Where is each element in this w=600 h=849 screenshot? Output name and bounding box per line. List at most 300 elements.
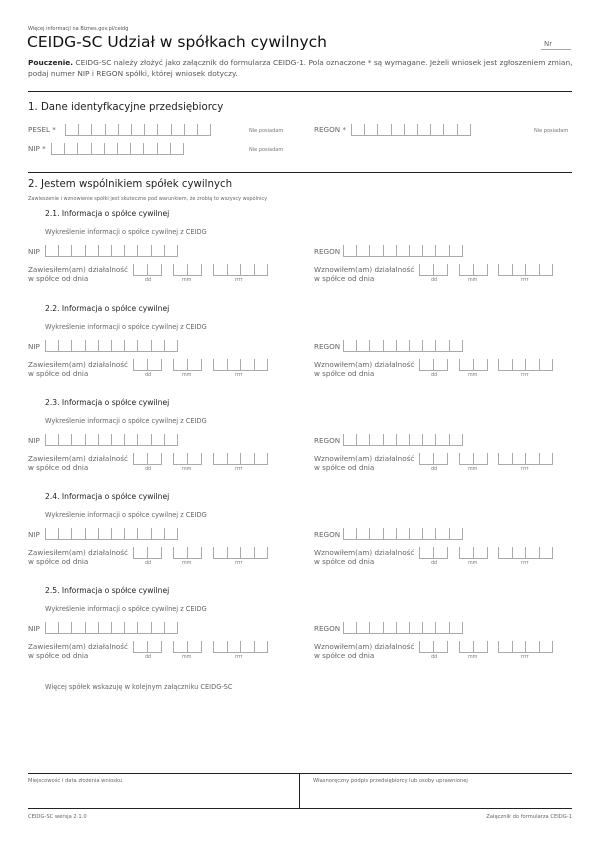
company-nip-label: NIP: [28, 247, 40, 256]
digit-box[interactable]: [419, 641, 433, 652]
digit-box[interactable]: [433, 547, 447, 558]
digit-box[interactable]: [473, 264, 487, 275]
suspend-month-input[interactable]: [173, 547, 202, 559]
digit-box[interactable]: [383, 434, 396, 445]
regon-nie-posiadam[interactable]: Nie posiadam: [534, 128, 569, 134]
digit-box[interactable]: [45, 245, 58, 256]
digit-box[interactable]: [498, 547, 512, 558]
digit-box[interactable]: [419, 547, 433, 558]
resume-month-input[interactable]: [459, 641, 488, 653]
digit-box[interactable]: [435, 245, 448, 256]
digit-box[interactable]: [449, 245, 462, 256]
digit-box[interactable]: [435, 434, 448, 445]
divider: [28, 172, 572, 173]
digit-box[interactable]: [173, 264, 187, 275]
suspend-day-input[interactable]: [133, 264, 162, 276]
digit-box[interactable]: [254, 359, 268, 370]
resume-label: [314, 454, 414, 472]
mm-hint: mm: [182, 655, 192, 660]
digit-box[interactable]: [356, 528, 369, 539]
digit-box[interactable]: [227, 359, 241, 370]
digit-box[interactable]: [525, 359, 539, 370]
digit-box[interactable]: [173, 453, 187, 464]
digit-box[interactable]: [539, 359, 553, 370]
digit-box[interactable]: [45, 622, 58, 633]
digit-box[interactable]: [369, 528, 382, 539]
suspend-day-input[interactable]: [133, 547, 162, 559]
suspend-year-input[interactable]: [213, 264, 268, 276]
digit-box[interactable]: [151, 245, 164, 256]
digit-box[interactable]: [422, 622, 435, 633]
digit-box[interactable]: [111, 622, 124, 633]
digit-box[interactable]: [512, 453, 526, 464]
section1-title: 1. Dane identyfkacyjne przedsiębiorcy: [28, 102, 224, 113]
digit-box[interactable]: [173, 547, 187, 558]
digit-box[interactable]: [512, 264, 526, 275]
digit-box[interactable]: [173, 359, 187, 370]
digit-box[interactable]: [383, 245, 396, 256]
digit-box[interactable]: [377, 124, 390, 135]
digit-box[interactable]: [254, 453, 268, 464]
attachment-label: Załącznik do formularza CEIDG-1: [486, 814, 572, 820]
digit-box[interactable]: [71, 622, 84, 633]
suspend-day-input[interactable]: [133, 359, 162, 371]
digit-box[interactable]: [133, 547, 147, 558]
pesel-input[interactable]: [65, 124, 211, 136]
digit-box[interactable]: [45, 434, 58, 445]
digit-box[interactable]: [343, 528, 356, 539]
digit-box[interactable]: [111, 528, 124, 539]
digit-box[interactable]: [85, 245, 98, 256]
resume-year-input[interactable]: [498, 264, 553, 276]
digit-box[interactable]: [85, 434, 98, 445]
digit-box[interactable]: [254, 264, 268, 275]
digit-box[interactable]: [133, 641, 147, 652]
digit-box[interactable]: [525, 547, 539, 558]
delete-company-option[interactable]: Wykreślenie informacji o spółce cywilnej z CEIDG: [45, 605, 207, 613]
digit-box[interactable]: [171, 124, 184, 135]
rrrr-hint: rrrr: [235, 373, 243, 378]
digit-box[interactable]: [404, 124, 417, 135]
rrrr-hint: rrrr: [521, 467, 529, 472]
digit-box[interactable]: [356, 622, 369, 633]
digit-box[interactable]: [98, 434, 111, 445]
resume-month-input[interactable]: [459, 264, 488, 276]
digit-box[interactable]: [111, 434, 124, 445]
suspend-line2: w spółce od dnia: [28, 274, 89, 283]
company-regon-input[interactable]: [343, 245, 463, 257]
digit-box[interactable]: [422, 434, 435, 445]
company-regon-label: REGON: [314, 530, 341, 539]
digit-box[interactable]: [240, 359, 254, 370]
digit-box[interactable]: [396, 434, 409, 445]
digit-box[interactable]: [356, 245, 369, 256]
digit-box[interactable]: [512, 641, 526, 652]
digit-box[interactable]: [64, 143, 77, 154]
digit-box[interactable]: [409, 622, 422, 633]
digit-box[interactable]: [187, 359, 201, 370]
digit-box[interactable]: [124, 622, 137, 633]
digit-box[interactable]: [137, 340, 150, 351]
digit-box[interactable]: [213, 641, 227, 652]
digit-box[interactable]: [164, 528, 177, 539]
suspend-year-input[interactable]: [213, 641, 268, 653]
rrrr-hint: rrrr: [521, 278, 529, 283]
suspend-year-input[interactable]: [213, 547, 268, 559]
digit-box[interactable]: [130, 143, 143, 154]
company-nip-input[interactable]: [45, 340, 178, 352]
digit-box[interactable]: [151, 340, 164, 351]
digit-box[interactable]: [433, 453, 447, 464]
digit-box[interactable]: [227, 453, 241, 464]
version-label: CEIDG-SC wersja 2.1.0: [28, 814, 87, 820]
digit-box[interactable]: [419, 359, 433, 370]
digit-box[interactable]: [343, 245, 356, 256]
delete-company-option[interactable]: Wykreślenie informacji o spółce cywilnej z CEIDG: [45, 228, 207, 236]
digit-box[interactable]: [85, 528, 98, 539]
digit-box[interactable]: [227, 641, 241, 652]
digit-box[interactable]: [498, 359, 512, 370]
digit-box[interactable]: [498, 453, 512, 464]
digit-box[interactable]: [187, 641, 201, 652]
digit-box[interactable]: [137, 434, 150, 445]
digit-box[interactable]: [449, 434, 462, 445]
digit-box[interactable]: [409, 528, 422, 539]
digit-box[interactable]: [396, 528, 409, 539]
suspend-label: [28, 548, 128, 566]
suspend-year-input[interactable]: [213, 453, 268, 465]
digit-box[interactable]: [133, 453, 147, 464]
digit-box[interactable]: [71, 528, 84, 539]
digit-box[interactable]: [98, 245, 111, 256]
delete-company-option[interactable]: Wykreślenie informacji o spółce cywilnej z CEIDG: [45, 511, 207, 519]
digit-box[interactable]: [417, 124, 430, 135]
divider: [28, 773, 572, 774]
digit-box[interactable]: [343, 622, 356, 633]
digit-box[interactable]: [473, 359, 487, 370]
digit-box[interactable]: [396, 245, 409, 256]
company-nip-input[interactable]: [45, 434, 178, 446]
digit-box[interactable]: [117, 143, 130, 154]
digit-box[interactable]: [147, 264, 161, 275]
dd-hint: dd: [431, 373, 438, 378]
rrrr-hint: rrrr: [521, 373, 529, 378]
signature-field[interactable]: [303, 785, 571, 807]
digit-box[interactable]: [419, 453, 433, 464]
info-link[interactable]: Więcej informacji na Biznes.gov.pl/ceidg: [28, 26, 129, 32]
dd-hint: dd: [431, 655, 438, 660]
company-nip-input[interactable]: [45, 528, 178, 540]
digit-box[interactable]: [187, 264, 201, 275]
digit-box[interactable]: [91, 124, 104, 135]
digit-box[interactable]: [164, 434, 177, 445]
dd-hint: dd: [145, 655, 152, 660]
digit-box[interactable]: [187, 453, 201, 464]
digit-box[interactable]: [409, 434, 422, 445]
resume-year-input[interactable]: [498, 453, 553, 465]
digit-box[interactable]: [430, 124, 443, 135]
suspend-label: [28, 642, 128, 660]
company-regon-input[interactable]: [343, 434, 463, 446]
nr-field[interactable]: [541, 40, 571, 50]
digit-box[interactable]: [124, 434, 137, 445]
digit-box[interactable]: [151, 434, 164, 445]
digit-box[interactable]: [512, 547, 526, 558]
digit-box[interactable]: [473, 453, 487, 464]
digit-box[interactable]: [459, 547, 473, 558]
more-companies-label[interactable]: Więcej spółek wskazuję w kolejnym załączniku CEIDG-SC: [45, 683, 233, 691]
resume-day-input[interactable]: [419, 359, 448, 371]
digit-box[interactable]: [369, 340, 382, 351]
digit-box[interactable]: [433, 641, 447, 652]
digit-box[interactable]: [409, 245, 422, 256]
company-nip-input[interactable]: [45, 245, 178, 257]
digit-box[interactable]: [144, 124, 157, 135]
company-nip-input[interactable]: [45, 622, 178, 634]
digit-box[interactable]: [240, 453, 254, 464]
digit-box[interactable]: [51, 143, 64, 154]
digit-box[interactable]: [473, 547, 487, 558]
digit-box[interactable]: [459, 453, 473, 464]
notice-text: CEIDG-SC należy złożyć jako załącznik do formularza CEIDG-1. Pola oznaczone * są wymagane. Jeżeli wniosek jest zgłoszeniem zmian, podaj numer NIP i REGON spółki, której wniosek dotyczy.: [28, 58, 573, 78]
digit-box[interactable]: [369, 245, 382, 256]
digit-box[interactable]: [157, 143, 170, 154]
digit-box[interactable]: [525, 641, 539, 652]
resume-line2: w spółce od dnia: [314, 369, 375, 378]
rrrr-hint: rrrr: [521, 655, 529, 660]
digit-box[interactable]: [356, 434, 369, 445]
digit-box[interactable]: [78, 124, 91, 135]
digit-box[interactable]: [71, 245, 84, 256]
resume-month-input[interactable]: [459, 547, 488, 559]
digit-box[interactable]: [449, 340, 462, 351]
digit-box[interactable]: [396, 340, 409, 351]
digit-box[interactable]: [449, 528, 462, 539]
digit-box[interactable]: [525, 264, 539, 275]
digit-box[interactable]: [473, 641, 487, 652]
digit-box[interactable]: [170, 143, 183, 154]
digit-box[interactable]: [227, 264, 241, 275]
dd-hint: dd: [145, 373, 152, 378]
digit-box[interactable]: [459, 359, 473, 370]
digit-box[interactable]: [77, 143, 90, 154]
digit-box[interactable]: [435, 622, 448, 633]
digit-box[interactable]: [71, 340, 84, 351]
resume-day-input[interactable]: [419, 453, 448, 465]
delete-company-option[interactable]: Wykreślenie informacji o spółce cywilnej z CEIDG: [45, 417, 207, 425]
digit-box[interactable]: [419, 264, 433, 275]
resume-day-input[interactable]: [419, 641, 448, 653]
place-date-field[interactable]: [28, 785, 296, 807]
digit-box[interactable]: [197, 124, 210, 135]
digit-box[interactable]: [240, 641, 254, 652]
digit-box[interactable]: [213, 547, 227, 558]
digit-box[interactable]: [151, 528, 164, 539]
company-regon-input[interactable]: [343, 622, 463, 634]
digit-box[interactable]: [435, 528, 448, 539]
suspend-month-input[interactable]: [173, 453, 202, 465]
digit-box[interactable]: [91, 143, 104, 154]
digit-box[interactable]: [104, 143, 117, 154]
digit-box[interactable]: [433, 264, 447, 275]
digit-box[interactable]: [133, 359, 147, 370]
resume-day-input[interactable]: [419, 547, 448, 559]
digit-box[interactable]: [147, 453, 161, 464]
digit-box[interactable]: [512, 359, 526, 370]
digit-box[interactable]: [343, 434, 356, 445]
digit-box[interactable]: [539, 641, 553, 652]
digit-box[interactable]: [111, 245, 124, 256]
digit-box[interactable]: [164, 340, 177, 351]
digit-box[interactable]: [433, 359, 447, 370]
digit-box[interactable]: [435, 340, 448, 351]
digit-box[interactable]: [254, 547, 268, 558]
digit-box[interactable]: [85, 340, 98, 351]
digit-box[interactable]: [45, 528, 58, 539]
digit-box[interactable]: [457, 124, 470, 135]
resume-line2: w spółce od dnia: [314, 651, 375, 660]
digit-box[interactable]: [58, 528, 71, 539]
suspend-month-input[interactable]: [173, 641, 202, 653]
digit-box[interactable]: [147, 359, 161, 370]
digit-box[interactable]: [184, 124, 197, 135]
digit-box[interactable]: [383, 528, 396, 539]
suspend-day-input[interactable]: [133, 641, 162, 653]
digit-box[interactable]: [396, 622, 409, 633]
digit-box[interactable]: [85, 622, 98, 633]
digit-box[interactable]: [58, 622, 71, 633]
digit-box[interactable]: [539, 264, 553, 275]
notice: [28, 57, 588, 79]
digit-box[interactable]: [124, 528, 137, 539]
digit-box[interactable]: [173, 641, 187, 652]
digit-box[interactable]: [71, 434, 84, 445]
suspend-year-input[interactable]: [213, 359, 268, 371]
digit-box[interactable]: [383, 340, 396, 351]
digit-box[interactable]: [213, 453, 227, 464]
digit-box[interactable]: [157, 124, 170, 135]
mm-hint: mm: [468, 655, 478, 660]
digit-box[interactable]: [369, 434, 382, 445]
digit-box[interactable]: [240, 547, 254, 558]
digit-box[interactable]: [105, 124, 118, 135]
digit-box[interactable]: [409, 340, 422, 351]
digit-box[interactable]: [351, 124, 364, 135]
suspend-month-input[interactable]: [173, 264, 202, 276]
digit-box[interactable]: [143, 143, 156, 154]
nip-label: NIP *: [28, 144, 46, 153]
resume-label: [314, 642, 414, 660]
suspend-line2: w spółce od dnia: [28, 651, 89, 660]
digit-box[interactable]: [45, 340, 58, 351]
digit-box[interactable]: [443, 124, 456, 135]
digit-box[interactable]: [147, 641, 161, 652]
digit-box[interactable]: [187, 547, 201, 558]
notice-bold: Pouczenie.: [28, 58, 74, 67]
digit-box[interactable]: [539, 453, 553, 464]
company-title: 2.1. Informacja o spółce cywilnej: [45, 209, 170, 218]
resume-month-input[interactable]: [459, 453, 488, 465]
digit-box[interactable]: [111, 340, 124, 351]
digit-box[interactable]: [254, 641, 268, 652]
digit-box[interactable]: [459, 264, 473, 275]
suspend-line2: w spółce od dnia: [28, 463, 89, 472]
digit-box[interactable]: [240, 264, 254, 275]
digit-box[interactable]: [422, 528, 435, 539]
divider: [28, 808, 572, 809]
digit-box[interactable]: [422, 340, 435, 351]
company-regon-input[interactable]: [343, 528, 463, 540]
dd-hint: dd: [145, 467, 152, 472]
digit-box[interactable]: [369, 622, 382, 633]
digit-box[interactable]: [364, 124, 377, 135]
digit-box[interactable]: [147, 547, 161, 558]
digit-box[interactable]: [124, 340, 137, 351]
digit-box[interactable]: [58, 245, 71, 256]
pesel-nie-posiadam[interactable]: Nie posiadam: [249, 128, 284, 134]
digit-box[interactable]: [498, 641, 512, 652]
resume-year-input[interactable]: [498, 641, 553, 653]
digit-box[interactable]: [118, 124, 131, 135]
digit-box[interactable]: [227, 547, 241, 558]
digit-box[interactable]: [213, 359, 227, 370]
suspend-month-input[interactable]: [173, 359, 202, 371]
regon-input[interactable]: [351, 124, 471, 136]
nip-nie-posiadam[interactable]: Nie posiadam: [249, 147, 284, 153]
digit-box[interactable]: [449, 622, 462, 633]
resume-year-input[interactable]: [498, 547, 553, 559]
digit-box[interactable]: [137, 622, 150, 633]
digit-box[interactable]: [164, 245, 177, 256]
digit-box[interactable]: [133, 264, 147, 275]
nip-input[interactable]: [51, 143, 184, 155]
digit-box[interactable]: [213, 264, 227, 275]
digit-box[interactable]: [131, 124, 144, 135]
digit-box[interactable]: [137, 245, 150, 256]
digit-box[interactable]: [498, 264, 512, 275]
digit-box[interactable]: [151, 622, 164, 633]
delete-company-option[interactable]: Wykreślenie informacji o spółce cywilnej z CEIDG: [45, 323, 207, 331]
digit-box[interactable]: [391, 124, 404, 135]
place-date-label: Miejscowość i data złożenia wniosku: [28, 778, 123, 784]
regon-label: REGON *: [314, 125, 347, 134]
digit-box[interactable]: [98, 340, 111, 351]
resume-month-input[interactable]: [459, 359, 488, 371]
digit-box[interactable]: [65, 124, 78, 135]
digit-box[interactable]: [422, 245, 435, 256]
digit-box[interactable]: [539, 547, 553, 558]
company-regon-input[interactable]: [343, 340, 463, 352]
digit-box[interactable]: [58, 340, 71, 351]
digit-box[interactable]: [164, 622, 177, 633]
digit-box[interactable]: [525, 453, 539, 464]
digit-box[interactable]: [383, 622, 396, 633]
digit-box[interactable]: [356, 340, 369, 351]
resume-line1: Wznowiłem(am) działalność: [314, 360, 415, 369]
digit-box[interactable]: [343, 340, 356, 351]
digit-box[interactable]: [58, 434, 71, 445]
suspend-day-input[interactable]: [133, 453, 162, 465]
digit-box[interactable]: [124, 245, 137, 256]
rrrr-hint: rrrr: [235, 561, 243, 566]
digit-box[interactable]: [98, 528, 111, 539]
suspend-line1: Zawiesiłem(am) działalność: [28, 454, 128, 463]
digit-box[interactable]: [137, 528, 150, 539]
resume-year-input[interactable]: [498, 359, 553, 371]
resume-day-input[interactable]: [419, 264, 448, 276]
digit-box[interactable]: [98, 622, 111, 633]
digit-box[interactable]: [459, 641, 473, 652]
